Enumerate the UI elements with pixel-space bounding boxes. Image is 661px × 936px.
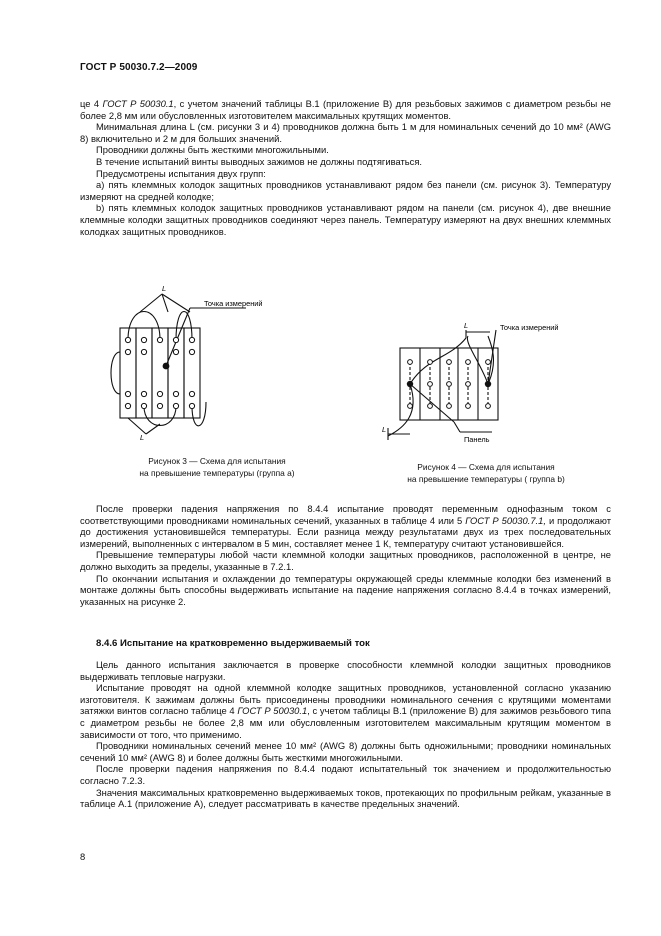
middle-text-block — [80, 503, 611, 607]
caption-line: Рисунок 4 — Схема для испытания — [417, 462, 555, 472]
paragraph: Превышение температуры любой части клеммной колодки защитных проводников, расположенной в центре, не должно выходить за пределы, указанные в 7.2.1. — [80, 549, 611, 572]
figure-3-diagram — [110, 282, 310, 442]
paragraph: После проверки падения напряжения по 8.4.4 испытание проводят переменным однофазным током с соответствующими проводниками номинальных сечений, указанных в таблице 4 или 5 ГОСТ Р 50030.7.1, и продолжают до достижения установившейся температуры. Если разница между результатами двух из трех последовательных измерений, выполненных с интервалом в 5 мин, составляет менее 1 К, температуру считают установившейся. — [80, 503, 612, 549]
figure-4-label-l-bottom: L — [382, 425, 387, 434]
paragraph: По окончании испытания и охлаждении до температуры окружающей среды клеммные колодки без изменений в монтаже должны быть способны выдерживать испытание на падение напряжения согласно 8.4.4 в точках измерений, указанных на рисунке 2. — [80, 572, 611, 607]
caption-line: на превышение температуры ( группа b) — [407, 473, 565, 484]
figure-4-diagram — [380, 318, 580, 448]
paragraph: После проверки падения напряжения по 8.4.4 подают испытательный ток значением и продолжительностью согласно 7.2.3. — [80, 763, 611, 786]
paragraph: Испытание проводят на одной клеммной колодке защитных проводников, установленной согласно указанию изготовителя. К зажимам должны быть присоединены проводники номинального сечения с крутящими моментами затяжки винтов согласно таблице 4 ГОСТ Р 50030.1, с учетом таблицы В.1 (приложение В) для зажимов резьбового типа с диаметром резьбы не более 2,8 мм или обусловленным изготовителем максимальным крутящим моментом в зависимости от того, что применимо. — [80, 682, 611, 740]
figure-4-label-l-top: L — [464, 321, 469, 330]
bottom-text-block — [80, 659, 611, 810]
figure-3-caption — [112, 456, 322, 479]
figure-3-measurement-point-label: Точка измерений — [204, 299, 263, 308]
caption-line: на превышение температуры (группа а) — [139, 467, 295, 478]
paragraph: а) пять клеммных колодок защитных проводников устанавливают рядом без панели (см. рисунок 3). Температуру измеряют на средней колодке; — [80, 179, 611, 202]
document-header: ГОСТ Р 50030.7.2—2009 — [80, 62, 198, 73]
paragraph: Значения максимальных кратковременно выдерживаемых токов, протекающих по профильным рейкам, указанные в таблице А.1 (приложение А), следует рассматривать в качестве предельных значений. — [80, 786, 611, 810]
paragraph: Минимальная длина L (см. рисунки 3 и 4) проводников должна быть 1 м для номинальных сечений до 10 мм² (AWG 8) включительно и 2 м для больших значений. — [80, 121, 611, 144]
paragraph: це 4 ГОСТ Р 50030.1, с учетом значений таблицы В.1 (приложение В) для резьбовых зажимов с диаметром резьбы не более 2,8 мм или обусловленных изготовителем максимальных крутящих моментов. — [80, 98, 611, 121]
paragraph: Проводники должны быть жесткими многожильными. — [96, 144, 329, 156]
paragraph: В течение испытаний винты выводных зажимов не должны подтягиваться. — [96, 155, 422, 167]
figure-4-panel-label: Панель — [464, 435, 490, 444]
caption-line: Рисунок 3 — Схема для испытания — [148, 456, 286, 466]
paragraph: Проводники номинальных сечений менее 10 мм² (AWG 8) должны быть одножильными; проводники номинальных сечений 10 мм² (AWG 8) и более должны быть жесткими многожильными. — [80, 740, 611, 763]
figure-4-measurement-point-label: Точка измерений — [500, 323, 559, 332]
figure-3-label-l-bottom: L — [140, 433, 145, 442]
top-text-block — [80, 98, 611, 237]
page-number: 8 — [80, 851, 86, 862]
paragraph: Цель данного испытания заключается в проверке способности клеммной колодки защитных проводников выдерживать тепловые нагрузки. — [80, 659, 611, 682]
figure-3-label-l: L — [162, 284, 167, 293]
figure-4-caption — [376, 462, 596, 485]
section-heading: 8.4.6 Испытание на кратковременно выдерживаемый ток — [96, 638, 370, 649]
paragraph: Предусмотрены испытания двух групп: — [96, 167, 266, 179]
paragraph: b) пять клеммных колодок защитных проводников устанавливают рядом на панели (см. рисунок 4), две внешние клеммные колодки защитных проводников соединяют через панель. Температуру измеряют на двух внешних клеммных колодках защитных проводников. — [80, 202, 611, 237]
